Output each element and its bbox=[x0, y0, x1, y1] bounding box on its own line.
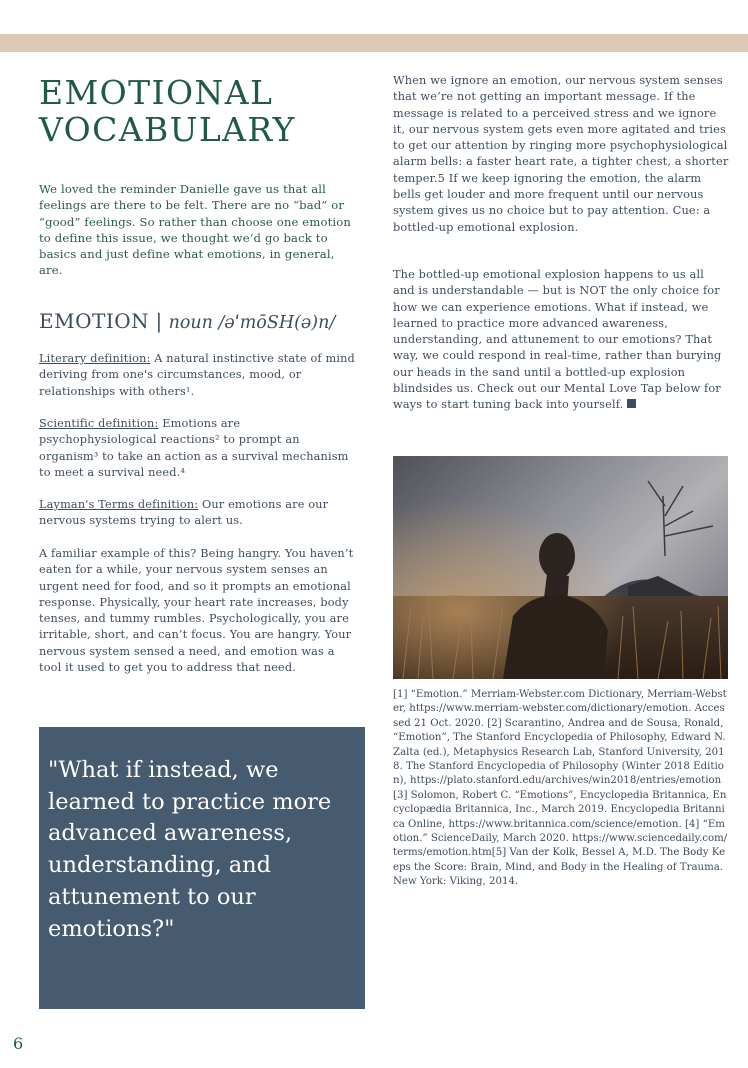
pull-quote-text: "What if instead, we learned to practice more advanced awareness, understanding, and attunement to our emotions?" bbox=[48, 757, 332, 942]
photo-illustration bbox=[393, 456, 728, 679]
definition-word: EMOTION bbox=[39, 309, 150, 333]
pull-quote-box bbox=[39, 727, 365, 1009]
definition-separator: | bbox=[155, 309, 163, 333]
end-square-icon bbox=[627, 399, 636, 408]
scientific-definition-label: Scientific definition: bbox=[39, 417, 159, 430]
right-paragraph-1: When we ignore an emotion, our nervous system senses that we’re not getting an important message. If the message is related to a perceived stress and we ignore it, our nervous system gets even more agitated and tries to get our attention by ringing more psychophysiological alarm bells: a faster heart rate, a tighter chest, a shorter temper.5 If we keep ignoring the emotion, the alarm bells get louder and more frequent until our nervous system gives us no choice but to pay attention. Cue: a bottled-up emotional explosion. bbox=[393, 74, 729, 234]
literary-definition-label: Literary definition: bbox=[39, 352, 151, 365]
intro-paragraph: We loved the reminder Danielle gave us that all feelings are there to be felt. There are no “bad” or “good” feelings. So rather than choose one emotion to define this issue, we thought we’d go back to basics and just define what emotions, in general, are. bbox=[39, 182, 352, 278]
photo-man-in-field bbox=[393, 456, 728, 679]
scientific-definition-text: Emotions are psychophysiological reactions² to prompt an organism³ to take an action as a survival mechanism to meet a survival need.⁴ bbox=[39, 417, 349, 479]
literary-definition bbox=[39, 351, 359, 400]
scientific-definition bbox=[39, 416, 359, 481]
definition-heading bbox=[39, 308, 369, 336]
hangry-paragraph: A familiar example of this? Being hangry. You haven’t eaten for a while, your nervous system senses an urgent need for food, and so it prompts an emotional response. Physically, your heart rate increases, body tenses, and tummy rumbles. Psychologically, you are irritable, short, and can’t focus. You are hangry. Your nervous system sensed a need, and emotion was a tool it used to get you to address that need. bbox=[39, 547, 354, 675]
page-title: EMOTIONAL VOCABULARY bbox=[39, 73, 296, 149]
layman-definition bbox=[39, 497, 359, 530]
footnotes: [1] “Emotion.” Merriam-Webster.com Dictionary, Merriam-Webster, https://www.merriam-webster.com/dictionary/emotion. Accessed 21 Oct. 2020. [2] Scarantino, Andrea and de Sousa, Ronald, “Emotion”, The Stanford Encyclopedia of Philosophy, Edward N. Zalta (ed.), Metaphysics Research Lab, Stanford University, 2018. The Stanford Encyclopedia of Philosophy (Winter 2018 Edition), https://plato.stanford.edu/archives/win2018/entries/emotion [3] Solomon, Robert C. “Emotions”, Encyclopedia Britannica, Encyclopædia Britannica, Inc., March 2019. Encyclopedia Britannica Online, https://www.britannica.com/science/emotion. [4] “Emotion.” ScienceDaily, March 2020. https://www.sciencedaily.com/terms/emotion.htm[5] Van der Kolk, Bessel A, M.D. The Body Keeps the Score: Brain, Mind, and Body in the Healing of Trauma. New York: Viking, 2014. bbox=[393, 689, 728, 888]
right-paragraph-2 bbox=[393, 267, 729, 414]
layman-definition-text: Our emotions are our nervous systems trying to alert us. bbox=[39, 498, 329, 528]
layman-definition-label: Layman's Terms definition: bbox=[39, 498, 199, 511]
page-number: 6 bbox=[13, 1034, 24, 1053]
pronunciation: noun /əˈmōSH(ə)n/ bbox=[168, 313, 336, 333]
top-decorative-band bbox=[0, 34, 748, 52]
literary-definition-text: A natural instinctive state of mind deriving from one's circumstances, mood, or relationships with others¹. bbox=[39, 352, 355, 398]
right-paragraph-2-text: The bottled-up emotional explosion happens to us all and is understandable — but is NOT the only choice for how we can experience emotions. What if instead, we learned to practice more advanced awareness, understanding, and attunement to our emotions? That way, we could respond in real-time, rather than burying our heads in the sand until a bottled-up explosion blindsides us. Check out our Mental Love Tap below for ways to start tuning back into yourself. bbox=[393, 268, 722, 412]
